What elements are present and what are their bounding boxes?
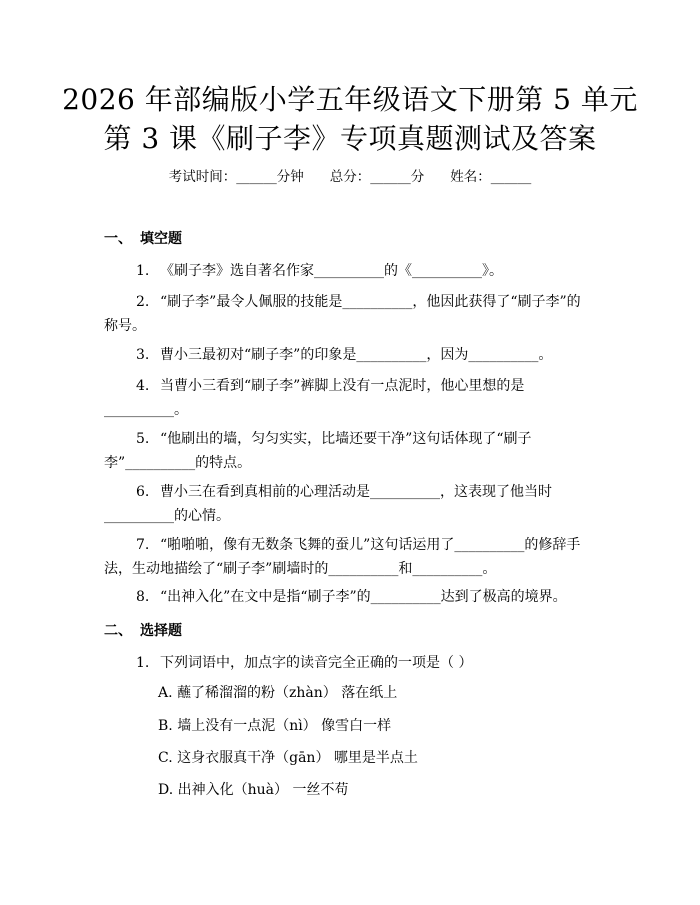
question-number: 1. [136, 655, 150, 671]
section-number: 二、 [104, 623, 132, 639]
choice-option-c: C. 这身衣服真干净（gān） 哪里是半点土 [158, 750, 418, 766]
fill-question-1 [104, 259, 612, 283]
fill-question-6 [104, 480, 612, 528]
question-text: “啪啪啪，像有无数条飞舞的蚕儿”这句话运用了__________的修辞手 [160, 537, 581, 553]
question-text: 下列词语中，加点字的读音完全正确的一项是（ ） [160, 655, 473, 671]
choice-option-b: B. 墙上没有一点泥（nì） 像雪白一样 [158, 718, 392, 734]
fill-question-5 [104, 427, 612, 475]
question-text-continued: __________的心情。 [104, 508, 230, 524]
fill-question-8 [104, 585, 612, 609]
question-text-continued: 李”__________的特点。 [104, 455, 252, 471]
name-field: 姓名：______ [450, 169, 532, 185]
total-score-field: 总分：______分 [329, 169, 425, 185]
question-number: 7. [136, 537, 150, 553]
document-title-line1: 2026 年部编版小学五年级语文下册第 5 单元 [62, 83, 638, 116]
question-text: 《刷子李》选自著名作家__________的《__________》。 [160, 263, 503, 279]
section-title: 填空题 [140, 231, 182, 247]
section-title: 选择题 [140, 623, 182, 639]
choice-option-a: A. 蘸了稀溜溜的粉（zhàn） 落在纸上 [158, 685, 398, 701]
question-text-continued: 法，生动地描绘了“刷子李”刷墙时的__________和__________。 [104, 561, 497, 577]
question-text: 曹小三在看到真相前的心理活动是__________，这表现了他当时 [160, 484, 552, 500]
exam-info [0, 167, 700, 187]
question-text: “他刷出的墙，匀匀实实，比墙还要干净”这句话体现了“刷子 [160, 431, 532, 447]
question-number: 8. [136, 589, 150, 605]
question-number: 5. [136, 431, 150, 447]
question-text: 曹小三最初对“刷子李”的印象是__________，因为__________。 [160, 347, 553, 363]
exam-time-field: 考试时间：______分钟 [168, 169, 304, 185]
question-number: 6. [136, 484, 150, 500]
question-text: “出神入化”在文中是指“刷子李”的__________达到了极高的境界。 [160, 589, 567, 605]
fill-question-7 [104, 533, 612, 581]
question-number: 1. [136, 263, 150, 279]
document-title-line2: 第 3 课《刷子李》专项真题测试及答案 [103, 122, 597, 155]
question-text: 当曹小三看到“刷子李”裤脚上没有一点泥时，他心里想的是 [160, 378, 525, 394]
question-text-continued: __________。 [104, 402, 188, 418]
question-number: 3. [136, 347, 150, 363]
question-number: 2. [136, 294, 150, 310]
fill-question-4 [104, 374, 612, 422]
question-text: “刷子李”最令人佩服的技能是__________，他因此获得了“刷子李”的 [160, 294, 581, 310]
choice-option-d: D. 出神入化（huà） 一丝不苟 [158, 782, 349, 798]
section-heading-fill [104, 229, 182, 249]
question-text-continued: 称号。 [104, 318, 146, 334]
section-heading-choice [104, 621, 182, 641]
fill-question-3 [104, 343, 612, 367]
section-number: 一、 [104, 231, 132, 247]
fill-question-2 [104, 290, 612, 338]
question-number: 4. [136, 378, 150, 394]
choice-question-1 [104, 651, 612, 675]
